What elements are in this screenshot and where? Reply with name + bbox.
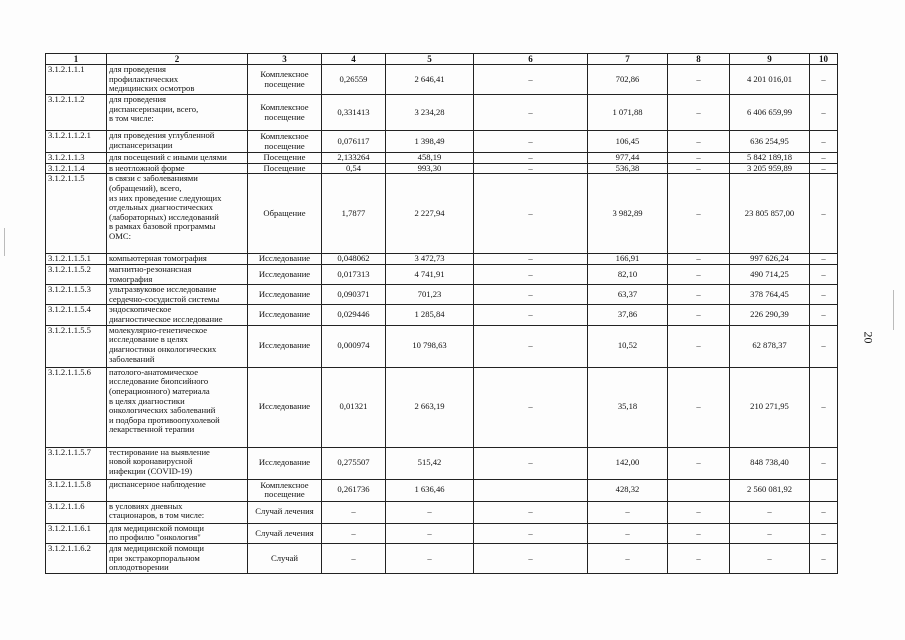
row-value-4: 0,090371 — [322, 285, 386, 305]
row-value-8 — [668, 479, 730, 501]
row-value-8: – — [668, 523, 730, 543]
row-name: диспансерное наблюдение — [107, 479, 248, 501]
row-name: для проведения углубленной диспансеризации — [107, 131, 248, 153]
row-value-4: 0,076117 — [322, 131, 386, 153]
row-value-10: – — [810, 95, 838, 131]
row-value-9: 2 560 081,92 — [730, 479, 810, 501]
row-value-8: – — [668, 501, 730, 523]
row-name: для посещений с иными целями — [107, 153, 248, 164]
table-row — [46, 285, 838, 305]
row-value-5: 458,19 — [386, 153, 474, 164]
row-value-4: 0,048062 — [322, 254, 386, 265]
data-table — [45, 53, 838, 574]
row-value-8: – — [668, 264, 730, 284]
row-name: для медицинской помощи по профилю "онкология" — [107, 523, 248, 543]
row-value-10: – — [810, 163, 838, 174]
row-value-7: 63,37 — [588, 285, 668, 305]
row-value-5: 2 663,19 — [386, 367, 474, 447]
row-code: 3.1.2.1.1.5.1 — [46, 254, 107, 265]
row-name: в неотложной форме — [107, 163, 248, 174]
row-value-9: 490 714,25 — [730, 264, 810, 284]
row-value-10: – — [810, 543, 838, 573]
row-value-9: 6 406 659,99 — [730, 95, 810, 131]
row-unit: Посещение — [248, 163, 322, 174]
row-value-9: 62 878,37 — [730, 325, 810, 367]
row-value-4: – — [322, 501, 386, 523]
row-value-6: – — [474, 65, 588, 95]
row-value-10 — [810, 479, 838, 501]
row-value-8: – — [668, 367, 730, 447]
header-cell: 8 — [668, 54, 730, 65]
table-row — [46, 131, 838, 153]
header-cell: 2 — [107, 54, 248, 65]
row-value-4: 0,029446 — [322, 305, 386, 325]
row-value-7: 1 071,88 — [588, 95, 668, 131]
header-cell: 4 — [322, 54, 386, 65]
table-row — [46, 264, 838, 284]
row-value-6: – — [474, 285, 588, 305]
row-value-9: 226 290,39 — [730, 305, 810, 325]
row-value-7: 166,91 — [588, 254, 668, 265]
row-value-4: 0,261736 — [322, 479, 386, 501]
row-value-6: – — [474, 163, 588, 174]
row-value-9: 3 205 959,89 — [730, 163, 810, 174]
header-cell: 5 — [386, 54, 474, 65]
row-value-8: – — [668, 285, 730, 305]
table-row — [46, 95, 838, 131]
row-value-10: – — [810, 153, 838, 164]
row-code: 3.1.2.1.1.6.1 — [46, 523, 107, 543]
row-code: 3.1.2.1.1.6 — [46, 501, 107, 523]
row-value-6: – — [474, 325, 588, 367]
row-value-4: 0,331413 — [322, 95, 386, 131]
row-value-10: – — [810, 305, 838, 325]
row-value-8: – — [668, 65, 730, 95]
row-value-9: 848 738,40 — [730, 447, 810, 479]
row-name: для проведения диспансеризации, всего, в том числе: — [107, 95, 248, 131]
row-value-9: 210 271,95 — [730, 367, 810, 447]
row-value-4: 0,000974 — [322, 325, 386, 367]
row-value-9: 636 254,95 — [730, 131, 810, 153]
header-row — [46, 54, 838, 65]
row-value-8: – — [668, 447, 730, 479]
row-unit: Исследование — [248, 305, 322, 325]
row-value-7: 106,45 — [588, 131, 668, 153]
row-unit: Исследование — [248, 325, 322, 367]
row-value-5: 10 798,63 — [386, 325, 474, 367]
row-name: для медицинской помощи при экстракорпоральном оплодотворении — [107, 543, 248, 573]
row-value-8: – — [668, 153, 730, 164]
table-row — [46, 543, 838, 573]
row-value-5: 993,30 — [386, 163, 474, 174]
row-value-4: 2,133264 — [322, 153, 386, 164]
row-value-4: – — [322, 543, 386, 573]
row-value-8: – — [668, 543, 730, 573]
row-unit: Случай лечения — [248, 523, 322, 543]
row-value-10: – — [810, 285, 838, 305]
row-value-7: – — [588, 501, 668, 523]
row-name: ультразвуковое исследование сердечно-сосудистой системы — [107, 285, 248, 305]
row-unit: Исследование — [248, 254, 322, 265]
row-value-5: 1 398,49 — [386, 131, 474, 153]
row-value-6: – — [474, 543, 588, 573]
table-row — [46, 501, 838, 523]
row-value-9: 5 842 189,18 — [730, 153, 810, 164]
row-value-10: – — [810, 264, 838, 284]
row-value-8: – — [668, 95, 730, 131]
row-unit: Комплексное посещение — [248, 65, 322, 95]
row-unit: Комплексное посещение — [248, 95, 322, 131]
row-value-5: 3 234,28 — [386, 95, 474, 131]
row-value-6: – — [474, 367, 588, 447]
row-value-5: 701,23 — [386, 285, 474, 305]
row-value-9: 4 201 016,01 — [730, 65, 810, 95]
row-code: 3.1.2.1.1.3 — [46, 153, 107, 164]
row-value-10: – — [810, 65, 838, 95]
row-name: патолого-анатомическое исследование биопсийного (операционного) материала в целях диагностики онкологических заболеваний и подбора противоопухолевой лекарственной терапии — [107, 367, 248, 447]
row-value-7: 428,32 — [588, 479, 668, 501]
header-cell: 3 — [248, 54, 322, 65]
row-value-5: 1 285,84 — [386, 305, 474, 325]
row-value-6: – — [474, 264, 588, 284]
row-value-6: – — [474, 131, 588, 153]
row-value-8: – — [668, 163, 730, 174]
row-value-10: – — [810, 367, 838, 447]
row-value-9: 378 764,45 — [730, 285, 810, 305]
row-value-10: – — [810, 131, 838, 153]
row-value-5: – — [386, 543, 474, 573]
row-value-4: 0,275507 — [322, 447, 386, 479]
row-value-10: – — [810, 174, 838, 254]
row-value-5: 2 227,94 — [386, 174, 474, 254]
page-number: 20 — [861, 331, 876, 344]
row-value-9: – — [730, 501, 810, 523]
row-value-10: – — [810, 447, 838, 479]
row-value-6: – — [474, 174, 588, 254]
table-row — [46, 65, 838, 95]
row-value-7: 35,18 — [588, 367, 668, 447]
row-value-5: 4 741,91 — [386, 264, 474, 284]
table-row — [46, 325, 838, 367]
row-unit: Исследование — [248, 367, 322, 447]
row-code: 3.1.2.1.1.5.3 — [46, 285, 107, 305]
row-value-8: – — [668, 131, 730, 153]
row-unit: Исследование — [248, 264, 322, 284]
row-value-7: 977,44 — [588, 153, 668, 164]
table-row — [46, 174, 838, 254]
row-code: 3.1.2.1.1.4 — [46, 163, 107, 174]
row-unit: Случай лечения — [248, 501, 322, 523]
row-unit: Исследование — [248, 285, 322, 305]
row-value-6 — [474, 479, 588, 501]
row-value-7: – — [588, 523, 668, 543]
row-unit: Посещение — [248, 153, 322, 164]
row-value-4: 0,54 — [322, 163, 386, 174]
row-value-7: 10,52 — [588, 325, 668, 367]
row-code: 3.1.2.1.1.1 — [46, 65, 107, 95]
row-name: для проведения профилактических медицинских осмотров — [107, 65, 248, 95]
header-cell: 9 — [730, 54, 810, 65]
row-value-8: – — [668, 325, 730, 367]
table-row — [46, 254, 838, 265]
row-code: 3.1.2.1.1.5.2 — [46, 264, 107, 284]
row-value-10: – — [810, 523, 838, 543]
row-name: в условиях дневных стационаров, в том числе: — [107, 501, 248, 523]
row-value-6: – — [474, 447, 588, 479]
row-name: эндоскопическое диагностическое исследование — [107, 305, 248, 325]
row-value-7: – — [588, 543, 668, 573]
row-unit: Комплексное посещение — [248, 131, 322, 153]
row-value-10: – — [810, 325, 838, 367]
row-name: тестирование на выявление новой коронавирусной инфекции (COVID-19) — [107, 447, 248, 479]
row-code: 3.1.2.1.1.2.1 — [46, 131, 107, 153]
row-value-6: – — [474, 254, 588, 265]
scan-mark — [4, 228, 5, 256]
row-value-5: – — [386, 523, 474, 543]
row-value-4: 1,7877 — [322, 174, 386, 254]
row-name: в связи с заболеваниями (обращений), всего, из них проведение следующих отдельных диагностических (лабораторных) исследований в рамках базовой программы ОМС: — [107, 174, 248, 254]
row-code: 3.1.2.1.1.5.4 — [46, 305, 107, 325]
row-value-8: – — [668, 305, 730, 325]
row-unit: Обращение — [248, 174, 322, 254]
row-value-9: – — [730, 543, 810, 573]
row-value-7: 3 982,89 — [588, 174, 668, 254]
row-name: магнитно-резонансная томография — [107, 264, 248, 284]
row-value-4: 0,26559 — [322, 65, 386, 95]
row-code: 3.1.2.1.1.5.5 — [46, 325, 107, 367]
row-value-4: 0,01321 — [322, 367, 386, 447]
row-value-10: – — [810, 501, 838, 523]
table-row — [46, 163, 838, 174]
row-value-6: – — [474, 305, 588, 325]
row-code: 3.1.2.1.1.5 — [46, 174, 107, 254]
row-value-8: – — [668, 174, 730, 254]
row-value-4: – — [322, 523, 386, 543]
header-cell: 10 — [810, 54, 838, 65]
row-value-4: 0,017313 — [322, 264, 386, 284]
row-value-7: 37,86 — [588, 305, 668, 325]
table-row — [46, 153, 838, 164]
row-code: 3.1.2.1.1.6.2 — [46, 543, 107, 573]
row-value-7: 82,10 — [588, 264, 668, 284]
header-cell: 7 — [588, 54, 668, 65]
row-value-5: – — [386, 501, 474, 523]
row-value-7: 536,38 — [588, 163, 668, 174]
row-value-9: – — [730, 523, 810, 543]
row-value-10: – — [810, 254, 838, 265]
row-value-5: 1 636,46 — [386, 479, 474, 501]
row-code: 3.1.2.1.1.5.7 — [46, 447, 107, 479]
row-value-6: – — [474, 153, 588, 164]
table-row — [46, 367, 838, 447]
row-value-5: 2 646,41 — [386, 65, 474, 95]
row-value-7: 142,00 — [588, 447, 668, 479]
header-cell: 6 — [474, 54, 588, 65]
row-unit: Исследование — [248, 447, 322, 479]
row-value-6: – — [474, 501, 588, 523]
table-row — [46, 479, 838, 501]
row-name: молекулярно-генетическое исследование в целях диагностики онкологических заболеваний — [107, 325, 248, 367]
row-value-8: – — [668, 254, 730, 265]
row-value-7: 702,86 — [588, 65, 668, 95]
row-code: 3.1.2.1.1.5.6 — [46, 367, 107, 447]
row-value-5: 3 472,73 — [386, 254, 474, 265]
row-value-9: 997 626,24 — [730, 254, 810, 265]
row-code: 3.1.2.1.1.5.8 — [46, 479, 107, 501]
table-row — [46, 447, 838, 479]
header-cell: 1 — [46, 54, 107, 65]
row-name: компьютерная томография — [107, 254, 248, 265]
table-row — [46, 305, 838, 325]
row-unit: Случай — [248, 543, 322, 573]
row-code: 3.1.2.1.1.2 — [46, 95, 107, 131]
row-value-6: – — [474, 523, 588, 543]
row-value-9: 23 805 857,00 — [730, 174, 810, 254]
row-value-6: – — [474, 95, 588, 131]
row-unit: Комплексное посещение — [248, 479, 322, 501]
table-row — [46, 523, 838, 543]
row-value-5: 515,42 — [386, 447, 474, 479]
scan-mark — [893, 290, 894, 330]
